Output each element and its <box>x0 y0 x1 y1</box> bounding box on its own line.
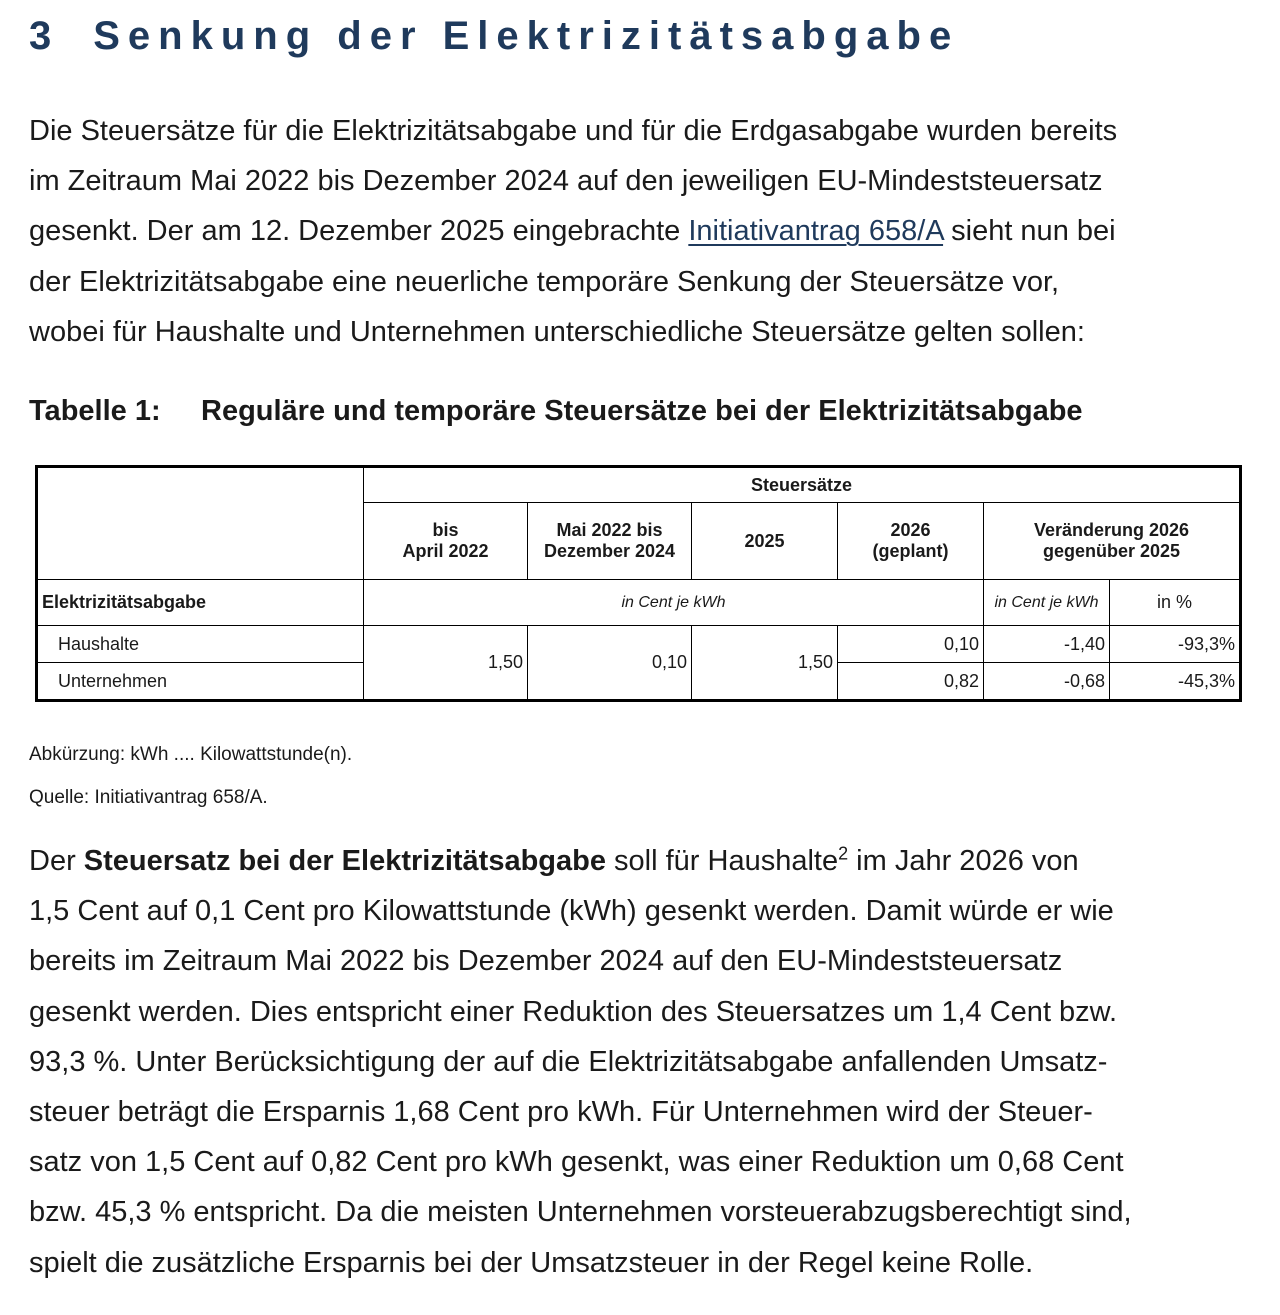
body-line: spielt die zusätzliche Ersparnis bei der Umsatzsteuer in der Regel keine Rolle. <box>29 1246 1034 1279</box>
table-header-row <box>37 467 1241 503</box>
intro-paragraph <box>29 106 1251 357</box>
body-line: steuer beträgt die Ersparnis 1,68 Cent pro kWh. Für Unternehmen wird der Steuer- <box>29 1096 1093 1129</box>
intro-line: der Elektrizitätsabgabe eine neuerliche temporäre Senkung der Steuersätze vor, <box>29 265 1060 298</box>
table-row <box>37 626 1241 663</box>
value-change-percent: -93,3% <box>1110 626 1241 663</box>
footnote-marker[interactable]: 2 <box>838 843 849 864</box>
body-line: satz von 1,5 Cent auf 0,82 Cent pro kWh gesenkt, was einer Reduktion um 0,68 Cent <box>29 1146 1124 1179</box>
value-change-cent: -0,68 <box>984 663 1110 701</box>
body-paragraph <box>29 836 1251 1288</box>
section-number: 3 <box>29 14 60 58</box>
col-header-veraenderung: Veränderung 2026 gegenüber 2025 <box>984 503 1241 580</box>
value-change-percent: -45,3% <box>1110 663 1241 701</box>
abbreviation-note: Abkürzung: kWh .... Kilowattstunde(n). <box>29 744 353 765</box>
body-line: 1,5 Cent auf 0,1 Cent pro Kilowattstunde (kWh) gesenkt werden. Damit würde er wie <box>29 895 1114 928</box>
col-header-bis-april-2022: bis April 2022 <box>364 503 528 580</box>
body-text: Der <box>29 845 84 877</box>
table-caption-number: Tabelle 1: <box>29 395 161 427</box>
section-title: Senkung der Elektrizitätsabgabe <box>93 14 960 58</box>
col-header-2026: 2026 (geplant) <box>838 503 984 580</box>
body-text: im Jahr 2026 von <box>848 845 1079 877</box>
body-line: bzw. 45,3 % entspricht. Da die meisten Unternehmen vorsteuerabzugsberechtigt sind, <box>29 1196 1132 1229</box>
value-mai-2022-dez-2024: 0,10 <box>528 626 692 701</box>
intro-line <box>29 206 1251 256</box>
table-unit-row <box>37 580 1241 626</box>
intro-text: gesenkt. Der am 12. Dezember 2025 eingebrachte <box>29 215 689 248</box>
unit-change-cent: in Cent je kWh <box>984 580 1110 626</box>
section-heading <box>29 14 959 59</box>
unit-percent: in % <box>1110 580 1241 626</box>
row-label: Haushalte <box>37 626 364 663</box>
unit-cent-je-kwh: in Cent je kWh <box>364 580 984 626</box>
col-header-mai-2022-dez-2024: Mai 2022 bis Dezember 2024 <box>528 503 692 580</box>
body-line <box>29 836 1251 886</box>
value-change-cent: -1,40 <box>984 626 1110 663</box>
intro-line: im Zeitraum Mai 2022 bis Dezember 2024 auf den jeweiligen EU-Mindeststeuersatz <box>29 165 1103 198</box>
initiativantrag-link[interactable]: Initiativantrag 658/A <box>688 215 944 248</box>
body-line: 93,3 %. Unter Berücksichtigung der auf die Elektrizitätsabgabe anfallenden Umsatz- <box>29 1045 1108 1078</box>
body-bold-text: Steuersatz bei der Elektrizitätsabgabe <box>83 845 606 877</box>
body-text: soll für Haushalte <box>605 845 839 877</box>
row-label: Unternehmen <box>37 663 364 701</box>
value-2026: 0,82 <box>838 663 984 701</box>
col-header-2025: 2025 <box>692 503 838 580</box>
intro-text: sieht nun bei <box>943 215 1116 248</box>
body-line: gesenkt werden. Dies entspricht einer Reduktion des Steuersatzes um 1,4 Cent bzw. <box>29 995 1118 1028</box>
source-note: Quelle: Initiativantrag 658/A. <box>29 787 268 808</box>
row-label-elektrizitaetsabgabe: Elektrizitätsabgabe <box>37 580 364 626</box>
table-caption-title: Reguläre und temporäre Steuersätze bei der Elektrizitätsabgabe <box>201 395 1083 427</box>
group-header-steuersaetze: Steuersätze <box>364 467 1241 503</box>
body-line: bereits im Zeitraum Mai 2022 bis Dezember 2024 auf den EU-Mindeststeuersatz <box>29 945 1063 978</box>
value-bis-april-2022: 1,50 <box>364 626 528 701</box>
table-corner-cell <box>37 467 364 580</box>
intro-line: Die Steuersätze für die Elektrizitätsabgabe und für die Erdgasabgabe wurden bereits <box>29 115 1118 147</box>
tax-rates-table <box>35 465 1242 702</box>
table-caption <box>29 395 1083 428</box>
value-2026: 0,10 <box>838 626 984 663</box>
intro-line: wobei für Haushalte und Unternehmen unterschiedliche Steuersätze gelten sollen: <box>29 315 1085 348</box>
value-2025: 1,50 <box>692 626 838 701</box>
